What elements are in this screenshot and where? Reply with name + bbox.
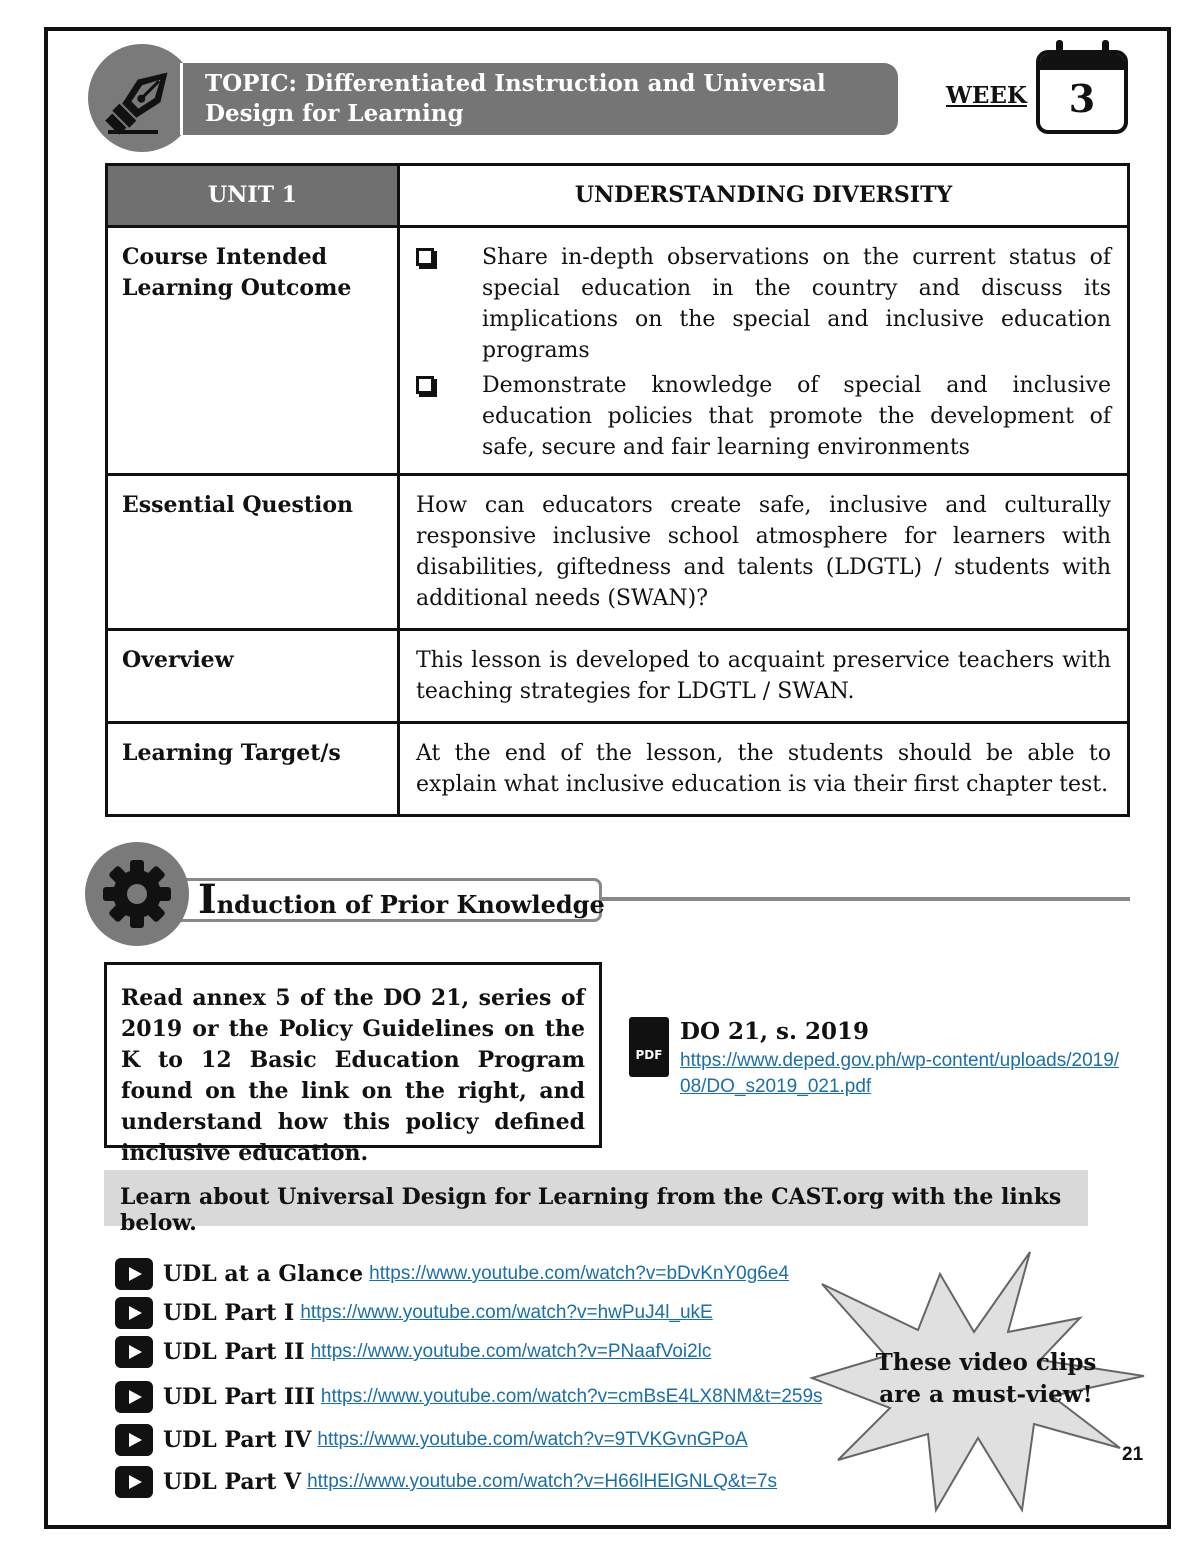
overview-text: This lesson is developed to acquaint preservice teachers with teaching strategies for LDGTL / SWAN. [399, 630, 1129, 723]
pdf-link[interactable]: https://www.deped.gov.ph/wp-content/uploads/2019/08/DO_s2019_021.pdf [680, 1050, 1120, 1097]
video-url[interactable]: https://www.youtube.com/watch?v=bDvKnY0g6e4 [369, 1263, 789, 1284]
video-label: UDL Part II [163, 1339, 305, 1365]
week-number: 3 [1068, 76, 1096, 121]
table-row [107, 630, 1129, 723]
section-divider [600, 897, 1130, 901]
video-link-row [115, 1297, 713, 1329]
essential-question-text: How can educators create safe, inclusive and culturally responsive inclusive school atmosphere for learners with disabilities, giftedness and talents (LDGTL) / students with additional needs (SWAN)? [399, 475, 1129, 630]
calendar-icon [1036, 50, 1128, 134]
play-icon [115, 1424, 153, 1456]
table-row [107, 165, 1129, 227]
video-link-row [115, 1466, 777, 1498]
play-icon [115, 1258, 153, 1290]
unit-label: UNIT 1 [107, 165, 399, 227]
video-label: UDL Part IV [163, 1427, 312, 1453]
checkbox-bullet-icon [416, 376, 434, 394]
video-label: UDL Part V [163, 1469, 302, 1495]
video-link-row [115, 1336, 711, 1368]
video-link-row [115, 1258, 789, 1290]
table-row [107, 475, 1129, 630]
video-label: UDL Part III [163, 1384, 315, 1410]
learning-target-text: At the end of the lesson, the students should be able to explain what inclusive education is via their first chapter test. [399, 723, 1129, 816]
callout-text: These video clips are a must-view! [875, 1349, 1097, 1408]
video-url[interactable]: https://www.youtube.com/watch?v=PNaafVoi2lc [310, 1341, 712, 1362]
udl-intro-bar [104, 1170, 1088, 1236]
video-link-row [115, 1424, 748, 1456]
week-label: WEEK [946, 82, 1027, 109]
video-url[interactable]: https://www.youtube.com/watch?v=H66lHElGNLQ&t=7s [307, 1471, 778, 1492]
play-icon [115, 1466, 153, 1498]
play-icon [115, 1381, 153, 1413]
topic-banner [180, 63, 898, 135]
video-url[interactable]: https://www.youtube.com/watch?v=9TVKGvnGPoA [317, 1429, 748, 1450]
video-label: UDL at a Glance [163, 1261, 364, 1287]
table-row [107, 227, 1129, 475]
video-url[interactable]: https://www.youtube.com/watch?v=cmBsE4LX8NM&t=259s [320, 1386, 823, 1407]
learning-target-label: Learning Target/s [107, 723, 399, 816]
play-icon [115, 1297, 153, 1329]
list-item: Demonstrate knowledge of special and inclusive education policies that promote the development of safe, secure and fair learning environments [416, 370, 1111, 463]
instruction-box: Read annex 5 of the DO 21, series of 2019 or the Policy Guidelines on the K to 12 Basic Education Program found on the link on the right, and understand how this policy defined inclusive education. [104, 962, 602, 1148]
pdf-title: DO 21, s. 2019 [680, 1018, 869, 1045]
cilo-label: Course Intended Learning Outcome [107, 227, 399, 475]
page-number: 21 [1122, 1444, 1144, 1465]
unit-table [105, 163, 1130, 817]
topic-title: TOPIC: Differentiated Instruction and Universal Design for Learning [205, 70, 826, 127]
table-row [107, 723, 1129, 816]
overview-label: Overview [107, 630, 399, 723]
udl-intro-text: Learn about Universal Design for Learning from the CAST.org with the links below. [120, 1184, 1062, 1236]
section-title: Induction of Prior Knowledge [198, 876, 605, 923]
gear-icon [85, 842, 189, 946]
pdf-icon: PDF [629, 1017, 669, 1077]
checkbox-bullet-icon [416, 248, 434, 266]
video-url[interactable]: https://www.youtube.com/watch?v=hwPuJ4l_ukE [300, 1302, 713, 1323]
video-label: UDL Part I [163, 1300, 295, 1326]
list-item: Share in-depth observations on the current status of special education in the country and discuss its implications on the special and inclusive education programs [416, 242, 1111, 366]
video-link-row [115, 1381, 823, 1413]
essential-question-label: Essential Question [107, 475, 399, 630]
unit-title: UNDERSTANDING DIVERSITY [399, 165, 1129, 227]
play-icon [115, 1336, 153, 1368]
